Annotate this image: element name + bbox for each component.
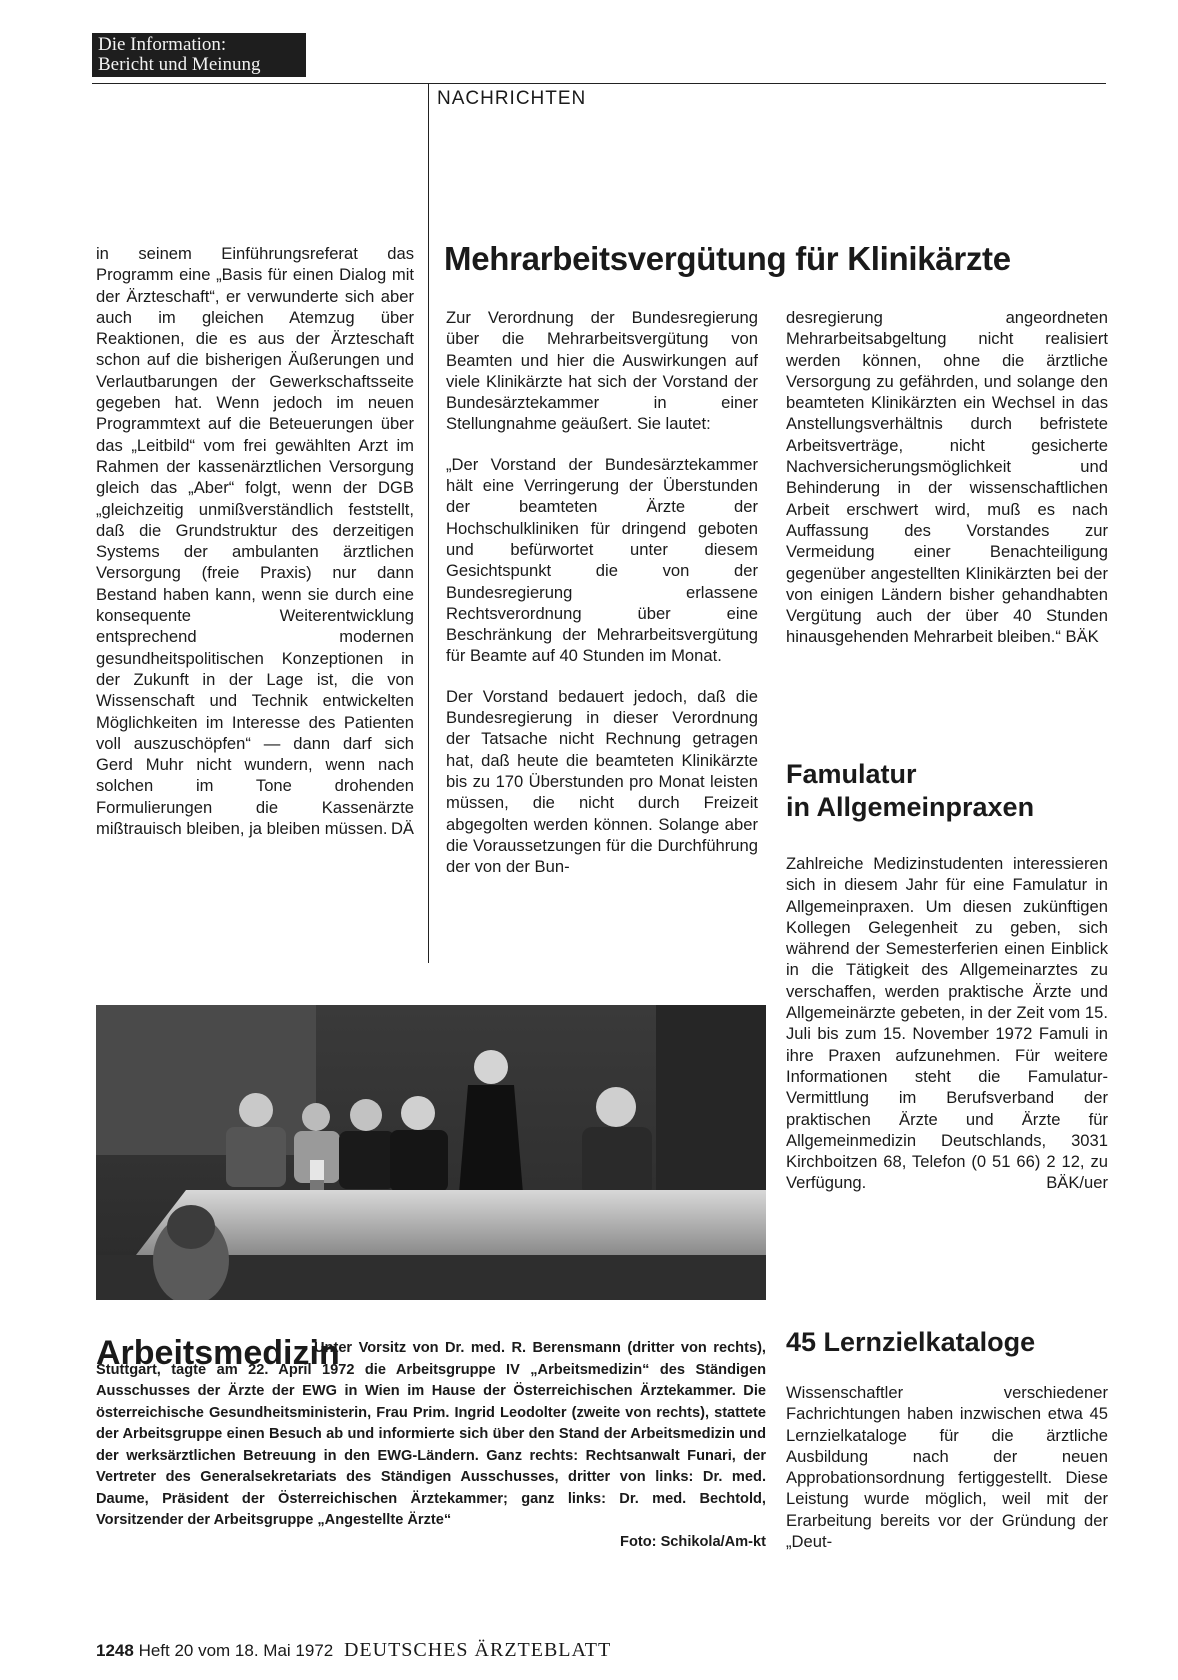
photo-credit: Foto: Schikola/Am-kt — [620, 1533, 766, 1550]
photo-caption — [96, 1338, 766, 1553]
left-column-text — [96, 243, 414, 839]
left-column-body: in seinem Einführungsreferat das Programm eine „Basis für einen Dialog mit der Ärzteschaft“, er verwunderte sich aber auch im gleichen Atemzug über Reaktionen, die es aus der Ärzteschaft schon auf die bisherigen Äußerungen und Verlautbarungen der Gewerkschaftsseite gegeben hat. Wenn jedoch im neuen Programmtext auf die Beteuerungen über das „Leitbild“ vom frei gewählten Arzt im Rahmen der kassenärztlichen Versorgung gleich das „Aber“ folgt, wenn der DGB „gleichzeitig unmißverständlich feststellt, daß die Grundstruktur des derzeitigen Systems der ambulanten ärztlichen Versorgung (freie Praxis) nur dann Bestand haben kann, wenn sie durch eine konsequente Weiterentwicklung entsprechend modernen gesundheitspolitischen Konzeptionen in der Zukunft in der Lage ist, die von Wissenschaft und Technik entwickelten Möglichkeiten im Interesse des Patienten voll auszuschöpfen“ — dann darf sich Gerd Muhr nicht wundern, wenn nach solchen im Tone drohenden Formulierungen die Kassenärzte mißtrauisch bleiben, ja bleiben müssen. — [96, 244, 414, 839]
section-label: NACHRICHTEN — [437, 88, 587, 109]
rubric-line-2: Bericht und Meinung — [98, 54, 261, 75]
page-footer — [96, 1639, 611, 1662]
article-column-1 — [446, 307, 758, 877]
meeting-photo — [96, 1005, 766, 1300]
article-column-2 — [786, 307, 1108, 648]
famulatur-body — [786, 853, 1108, 1194]
meeting-photo-image — [96, 1005, 766, 1300]
journal-name: DEUTSCHES ÄRZTEBLATT — [343, 1639, 612, 1661]
header-rule — [92, 83, 1106, 84]
famulatur-title-line-1: Famulatur — [786, 759, 917, 789]
article-paragraph-4: desregierung angeordneten Mehrarbeitsabgeltung nicht realisiert werden können, ohne die ärztliche Versorgung zu gefährden, und solange den beamteten Klinikärzten ein Wechsel in das Anstellungsverhältnis durch befristete Arbeitsverträge, nicht gesicherte Nachversicherungsmöglichkeit und Behinderung in der wissenschaftlichen Arbeit erschwert wird, muß es nach Auffassung des Vorstandes zur Vermeidung einer Benachteiligung gegenüber angestellten Klinikärzten bei der von einigen Ländern bisher gehandhabten Vergütung auch der über 40 Stunden hinausgehenden Mehrarbeit bleiben.“ — [786, 308, 1108, 647]
column-rule — [428, 83, 429, 963]
rubric-line-1: Die Information: — [98, 34, 227, 55]
lernziel-title: 45 Lernzielkataloge — [786, 1327, 1036, 1357]
lernziel-text: Wissenschaftler verschiedener Fachrichtungen haben inzwischen etwa 45 Lernzielkataloge für die ärztliche Ausbildung nach der neuen Approbationsordnung fertiggestellt. Diese Leistung wurde möglich, weil mit der Erarbeitung bereits vor der Gründung der „Deut- — [786, 1383, 1108, 1552]
article-paragraph-1: Zur Verordnung der Bundesregierung über die Mehrarbeitsvergütung von Beamten und hier die Auswirkungen auf viele Klinikärzte hat sich der Vorstand der Bundesärztekammer in einer Stellungnahme geäußert. Sie lautet: — [446, 308, 758, 434]
caption-text: Unter Vorsitz von Dr. med. R. Berensmann (dritter von rechts), Stuttgart, tagte am 22. April 1972 die Arbeitsgruppe IV „Arbeitsmedizin“ des Ständigen Ausschusses der Ärzte der EWG in Wien im Hause der Österreichischen Ärztekammer. Die österreichische Gesundheitsministerin, Frau Prim. Ingrid Leodolter (zweite von rechts), stattete der Arbeitsgruppe einen Besuch ab und informierte sich über den Stand der Arbeitsmedizin und der werksärztlichen Betreuung in den EWG-Ländern. Ganz rechts: Rechtsanwalt Funari, der Vertreter des Generalsekretariats des Ständigen Ausschusses, dritter von links: Dr. med. Daume, Präsident der Österreichischen Ärztekammer; ganz links: Dr. med. Bechtold, Vorsitzender der Arbeitsgruppe „Angestellte Ärzte“ — [96, 1340, 766, 1528]
famulatur-title — [786, 758, 1108, 824]
article-paragraph-3: Der Vorstand bedauert jedoch, daß die Bundesregierung in dieser Verordnung der Tatsache nicht Rechnung getragen hat, daß heute die beamteten Klinikärzte bis zu 170 Überstunden pro Monat leisten müssen, die nicht durch Freizeit abgegolten werden können. Solange aber die Voraussetzungen für die Durchführung der von der Bun- — [446, 686, 758, 877]
rubric-box — [92, 33, 306, 77]
page-number: 1248 — [96, 1641, 134, 1660]
caption-title: Arbeitsmedizin — [96, 1334, 340, 1372]
famulatur-signature: BÄK/uer — [1046, 1173, 1108, 1193]
issue-info: Heft 20 vom 18. Mai 1972 — [138, 1641, 334, 1660]
article-paragraph-2: „Der Vorstand der Bundesärztekammer hält eine Verringerung der Überstunden der beamteten Ärzte der Hochschulkliniken für dringend geboten und befürwortet unter diesem Gesichtspunkt die von der Bundesregierung erlassene Rechtsverordnung über eine Beschränkung der Mehrarbeitsvergütung für Beamte auf 40 Stunden im Monat. — [446, 454, 758, 666]
famulatur-title-line-2: in Allgemeinpraxen — [786, 792, 1035, 822]
famulatur-text: Zahlreiche Medizinstudenten interessieren sich in diesem Jahr für eine Famulatur in Allgemeinpraxen. Um diesen zukünftigen Kollegen Gelegenheit zu geben, sich während der Semesterferien einen Einblick in die Tätigkeit des Allgemeinarztes zu verschaffen, werden praktische Ärzte und Allgemeinärzte gebeten, in der Zeit vom 15. Juli bis zum 15. November 1972 Famuli in ihre Praxen aufzunehmen. Für weitere Informationen steht die Famulatur-Vermittlung im Berufsverband der praktischen Ärzte und Ärzte für Allgemeinmedizin Deutschlands, 3031 Kirchboitzen 68, Telefon (0 51 66) 2 12, zu Verfügung. — [786, 854, 1108, 1193]
left-column-signature: DÄ — [390, 819, 414, 839]
article-headline: Mehrarbeitsvergütung für Klinikärzte — [444, 240, 1011, 277]
article-signature: BÄK — [1065, 627, 1099, 647]
lernziel-body — [786, 1382, 1108, 1552]
